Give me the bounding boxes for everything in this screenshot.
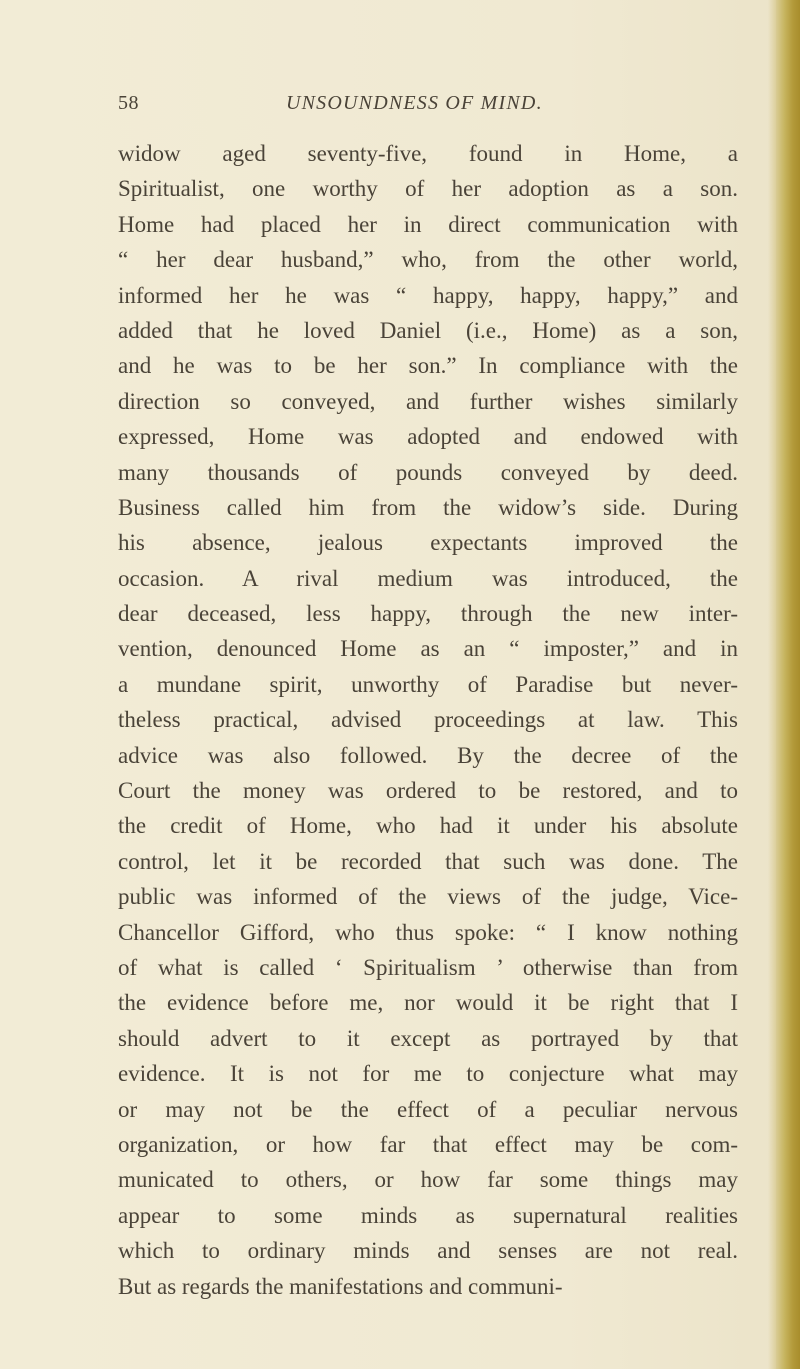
text-line: Business called him from the widow’s side. During — [118, 494, 738, 520]
gilt-page-edge — [776, 0, 800, 1369]
text-line: vention, denounced Home as an “ imposter,” and in — [118, 636, 738, 662]
running-header — [118, 92, 738, 122]
text-line: his absence, jealous expectants improved the — [118, 530, 738, 556]
text-line: control, let it be recorded that such was done. The — [118, 848, 738, 874]
text-line: or may not be the effect of a peculiar nervous — [118, 1096, 738, 1122]
text-line: Home had placed her in direct communication with — [118, 211, 738, 237]
body-text — [118, 136, 738, 1304]
text-line: expressed, Home was adopted and endowed with — [118, 424, 738, 450]
text-line: organization, or how far that effect may be com- — [118, 1131, 738, 1157]
text-line: of what is called ‘ Spiritualism ’ otherwise than from — [118, 954, 738, 980]
text-line: public was informed of the views of the judge, Vice- — [118, 884, 738, 910]
page-edge-shadow — [768, 0, 776, 1369]
page-number: 58 — [118, 92, 139, 114]
text-line: the evidence before me, nor would it be right that I — [118, 990, 738, 1016]
text-line: should advert to it except as portrayed by that — [118, 1025, 738, 1051]
text-line: municated to others, or how far some things may — [118, 1167, 738, 1193]
text-line: “ her dear husband,” who, from the other world, — [118, 247, 738, 273]
text-line: direction so conveyed, and further wishes similarly — [118, 388, 738, 414]
text-line: dear deceased, less happy, through the new inter- — [118, 601, 738, 627]
text-line: many thousands of pounds conveyed by deed. — [118, 459, 738, 485]
text-line: a mundane spirit, unworthy of Paradise but never- — [118, 671, 738, 697]
text-line: the credit of Home, who had it under his absolute — [118, 813, 738, 839]
text-line: theless practical, advised proceedings at law. This — [118, 707, 738, 733]
text-line: widow aged seventy-five, found in Home, a — [118, 141, 738, 166]
running-title: UNSOUNDNESS OF MIND. — [286, 92, 543, 114]
text-line: and he was to be her son.” In compliance with the — [118, 353, 738, 379]
text-line: But as regards the manifestations and communi- — [118, 1273, 563, 1299]
text-line: added that he loved Daniel (i.e., Home) as a son, — [118, 317, 738, 343]
text-line: advice was also followed. By the decree of the — [118, 742, 738, 768]
text-line: occasion. A rival medium was introduced, the — [118, 565, 738, 591]
text-line: which to ordinary minds and senses are not real. — [118, 1238, 738, 1264]
text-line: Chancellor Gifford, who thus spoke: “ I know nothing — [118, 919, 738, 945]
text-line: appear to some minds as supernatural realities — [118, 1202, 738, 1228]
text-line: Spiritualist, one worthy of her adoption as a son. — [118, 176, 738, 202]
text-line: informed her he was “ happy, happy, happy,” and — [118, 282, 738, 308]
text-line: Court the money was ordered to be restored, and to — [118, 778, 738, 804]
text-line: evidence. It is not for me to conjecture what may — [118, 1061, 738, 1087]
